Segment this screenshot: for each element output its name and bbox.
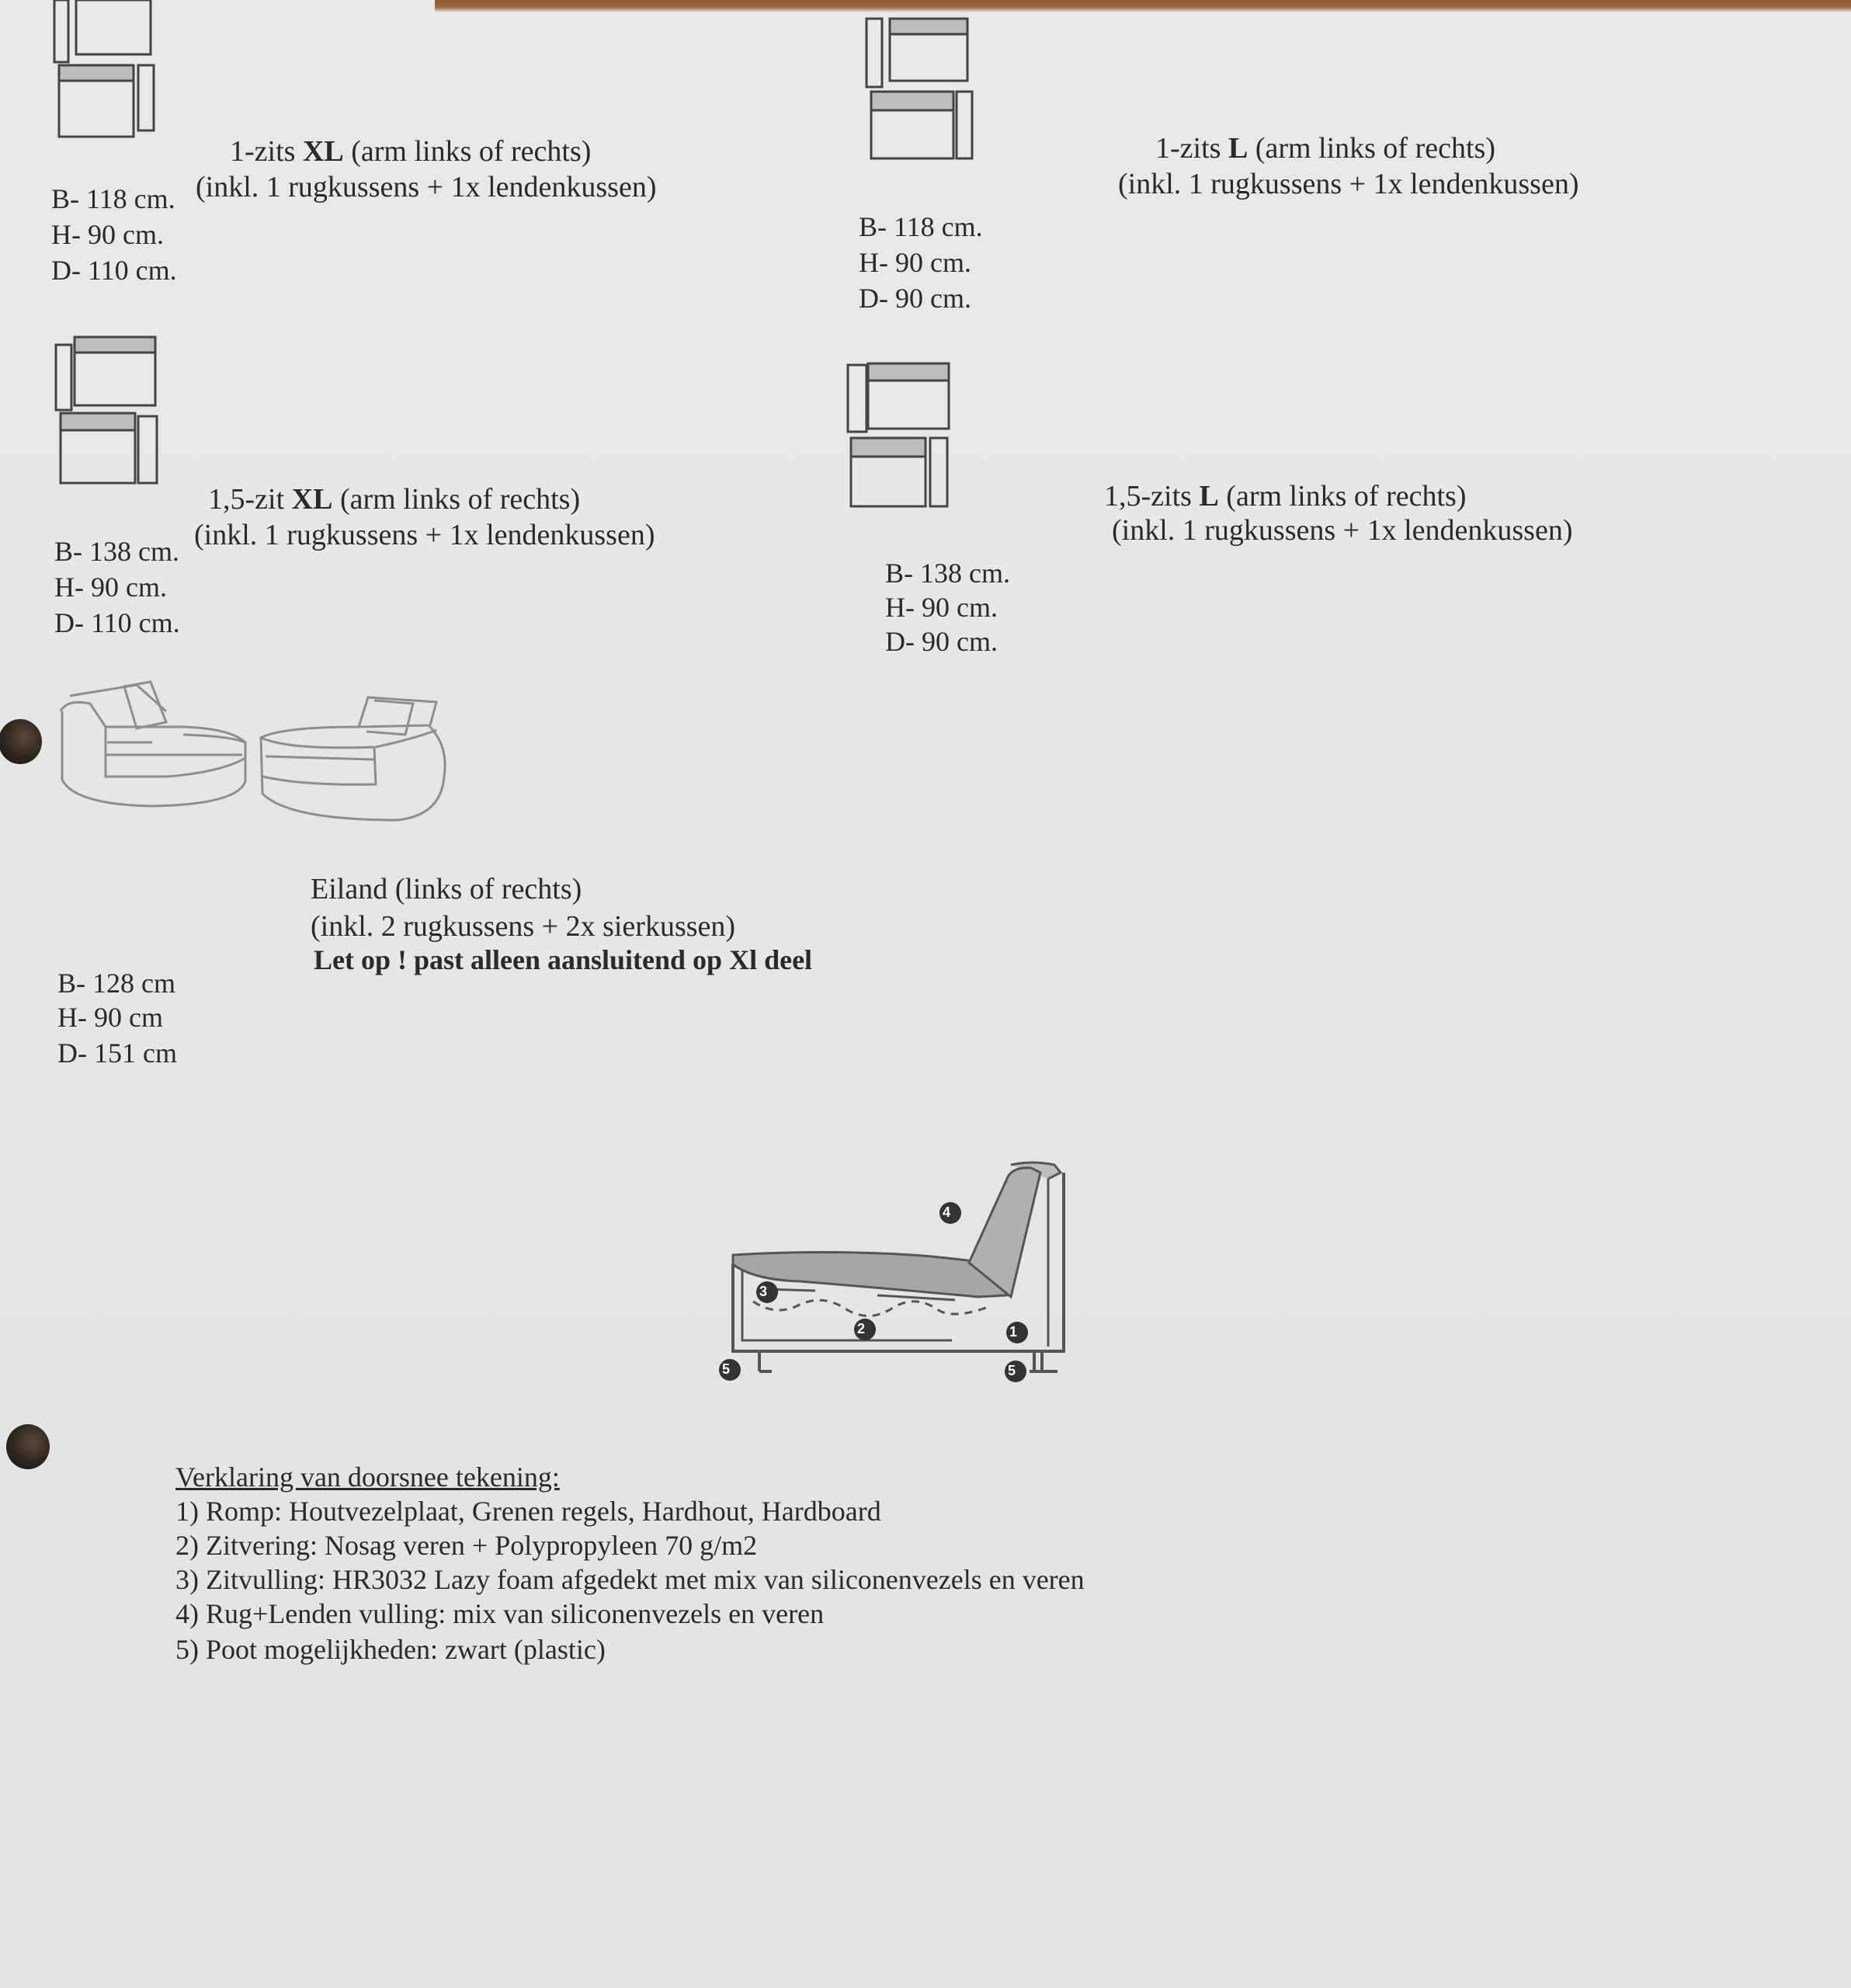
legend-line: 3) Zitvulling: HR3032 Lazy foam afgedekt met mix van siliconenvezels en veren [175, 1564, 1085, 1595]
dim-depth: D- 90 cm. [859, 283, 971, 314]
marker-1: 1 [1009, 1324, 1018, 1340]
legend-line: 2) Zitvering: Nosag veren + Polypropyleen 70 g/m2 [175, 1530, 758, 1561]
dim-width: B- 128 cm [57, 968, 175, 999]
item-subtitle: (inkl. 1 rugkussens + 1x lendenkussen) [1112, 514, 1573, 547]
legend-line: 5) Poot mogelijkheden: zwart (plastic) [175, 1634, 606, 1665]
dim-depth: D- 90 cm. [885, 626, 998, 657]
item-subtitle: (inkl. 1 rugkussens + 1x lendenkussen) [196, 171, 657, 203]
dim-width: B- 118 cm. [51, 183, 175, 214]
legend-heading: Verklaring van doorsnee tekening: [175, 1461, 560, 1493]
dim-height: H- 90 cm. [885, 592, 998, 623]
dim-width: B- 138 cm. [54, 536, 179, 567]
dim-depth: D- 151 cm [57, 1037, 177, 1069]
item-title: 1,5-zit XL (arm links of rechts) [208, 483, 581, 516]
eiland-subtitle: (inkl. 2 rugkussens + 2x sierkussen) [311, 910, 736, 943]
legend-line: 1) Romp: Houtvezelplaat, Grenen regels, Hardhout, Hardboard [175, 1496, 881, 1527]
eiland-right-sketch [258, 691, 452, 823]
item-title: 1-zits L (arm links of rechts) [1155, 132, 1495, 165]
eiland-title: Eiland (links of rechts) [311, 873, 582, 905]
dim-width: B- 138 cm. [885, 558, 1010, 589]
dim-height: H- 90 cm. [51, 219, 164, 250]
module-icon-1-5-zits-l [845, 362, 953, 509]
marker-2: 2 [857, 1321, 866, 1336]
legend-line: 4) Rug+Lenden vulling: mix van siliconenvezels en veren [175, 1598, 825, 1629]
marker-4: 4 [943, 1204, 951, 1220]
cross-section-drawing [722, 1157, 1071, 1390]
dim-height: H- 90 cm. [54, 572, 167, 603]
item-subtitle: (inkl. 1 rugkussens + 1x lendenkussen) [194, 519, 655, 551]
dim-height: H- 90 cm. [859, 247, 971, 278]
module-icon-1-zits-xl [53, 0, 161, 140]
dim-depth: D- 110 cm. [54, 607, 180, 638]
marker-3: 3 [759, 1284, 768, 1299]
dim-height: H- 90 cm [57, 1002, 163, 1033]
item-title: 1-zits XL (arm links of rechts) [230, 135, 592, 168]
punch-hole-upper [0, 719, 42, 764]
eiland-left-sketch [59, 680, 253, 812]
item-subtitle: (inkl. 1 rugkussens + 1x lendenkussen) [1118, 168, 1579, 200]
punch-hole-lower [6, 1424, 50, 1469]
eiland-warning: Let op ! past alleen aansluitend op Xl deel [314, 944, 813, 975]
module-icon-1-zits-l [865, 14, 974, 162]
marker-5-right: 5 [1008, 1363, 1016, 1378]
module-icon-1-5-zit-xl [54, 335, 163, 486]
dim-width: B- 118 cm. [859, 211, 983, 242]
dim-depth: D- 110 cm. [51, 255, 177, 286]
table-edge [435, 0, 1851, 12]
item-title: 1,5-zits L (arm links of rechts) [1104, 480, 1467, 513]
marker-5-left: 5 [722, 1361, 731, 1377]
